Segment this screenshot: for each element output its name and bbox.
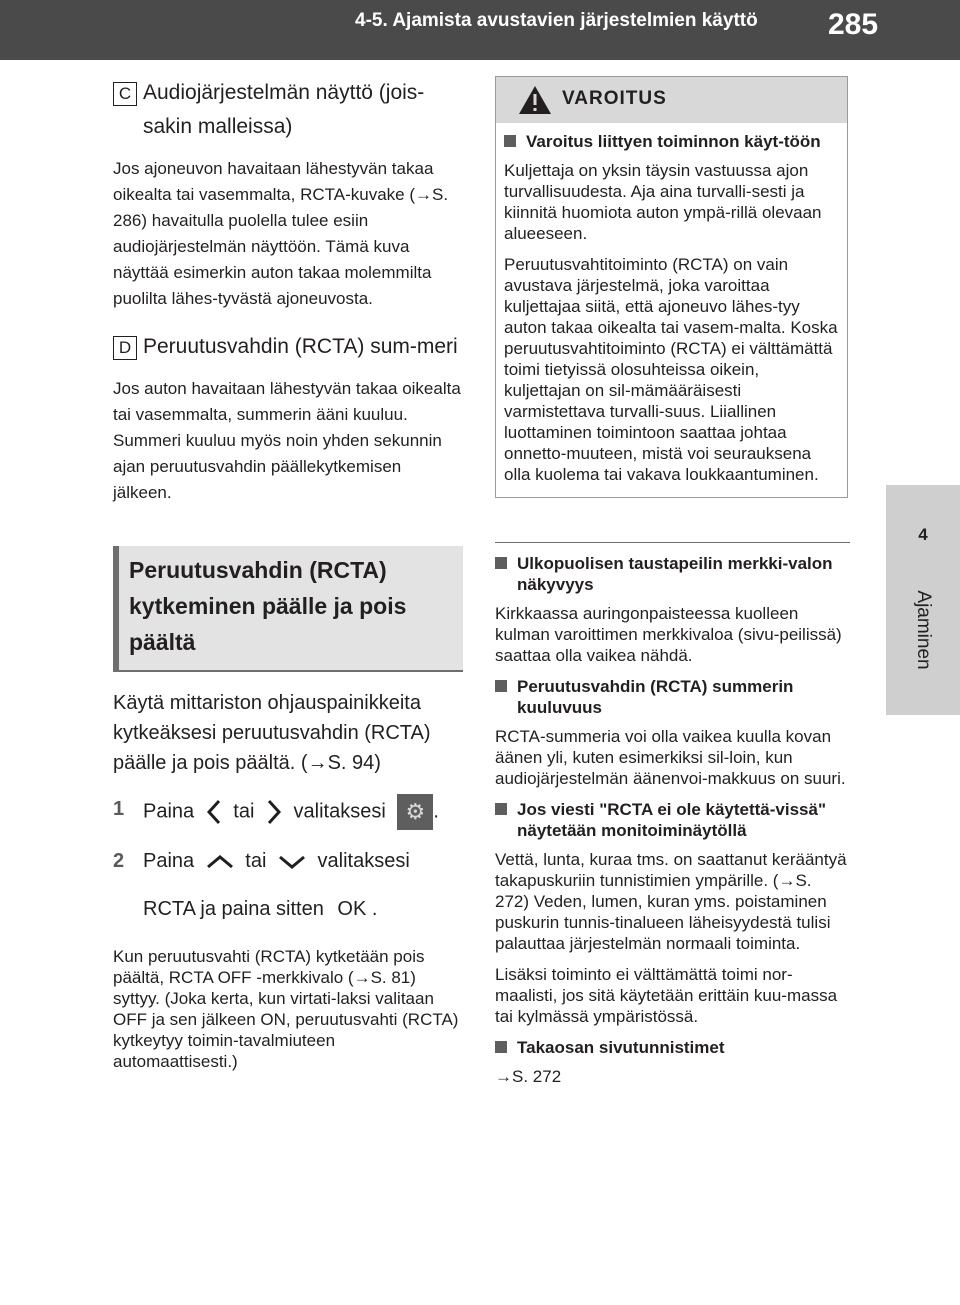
block-paragraph: Vettä, lunta, kuraa tms. on saattanut kerääntyä takapuskuriin tunnistimien ympärille. (→S. 272) Veden, lumen, kuran yms. poistaminen puskurin tunnis-tinalueen läheisyydestä tulisi palauttaa järjestelmän normaali toiminta. [495,850,847,953]
step-text: . [433,800,439,823]
section-heading: Peruutusvahdin (RCTA) kytkeminen päälle ja pois päältä [129,557,407,655]
section-title: 4-5. Ajamista avustavien järjestelmien käyttö [355,10,758,31]
step-number: 2 [113,850,125,872]
step-1 [113,794,463,830]
warning-subheading-text: Varoitus liittyen toiminnon käyt-töön [526,132,821,151]
item-c-body: Jos ajoneuvon havaitaan lähestyvän takaa oikealta tai vasemmalta, RCTA-kuvake (→S. 286) havaitulla puolella tulee esiin audiojärjestelmän näyttöön. Tämä kuva näyttää esimerkin auton takaa molemmilta puolilta lähes-tyvästä ajoneuvosta. [113,159,449,308]
ok-button-icon: OK [337,898,367,920]
block-heading [495,1037,850,1058]
square-bullet-icon [495,1041,507,1053]
left-column [113,76,463,1072]
item-c-letter: C [113,82,137,106]
chapter-tab [886,485,960,715]
page-reference: →S. 272 [495,1067,562,1086]
item-c-heading [113,76,463,144]
left-arrow-icon [206,799,222,825]
right-arrow-icon [266,799,282,825]
square-bullet-icon [495,557,507,569]
warning-body [496,123,847,497]
down-arrow-icon [278,854,306,870]
chapter-label: Ajaminen [913,590,934,670]
block-heading-text: Takaosan sivutunnistimet [517,1038,725,1057]
step-text: valitaksesi [317,850,410,872]
step-text: tai [245,850,267,872]
warning-triangle-icon [518,85,552,115]
step-text: valitaksesi [293,800,386,823]
block-paragraph: Kirkkaassa auringonpaisteessa kuolleen kulman varoittimen merkkivaloa (sivu-peilissä) saattaa olla vaikea nähdä. [495,604,842,665]
block-paragraph: RCTA-summeria voi olla vaikea kuulla kovan äänen yli, kuten esimerkiksi sil-loin, kun audiojärjestelmän äänenvoi-makkuus on suuri. [495,727,846,788]
warning-paragraph: Peruutusvahtitoiminto (RCTA) on vain avustava järjestelmä, joka varoittaa kuljettajaa siitä, että ajoneuvo lähes-tyy auton takaa oikealta tai vasem-malta. Koska peruutusvahtitoiminto (RCTA) ei välttämättä toimi tietyissä olosuhteissa oikein, kuljettajan on sil-mämääräisesti varmistettava turvalli-suus. Liiallinen luottaminen toimintoon saattaa johtaa onnetto-muuteen, mistä voi seurauksena olla kuolema tai vakava loukkaantuminen. [504,255,838,484]
warning-paragraph: Kuljettaja on yksin täysin vastuussa ajon turvallisuudesta. Aja aina turvalli-sesti ja kiinnitä huomiota auton ympä-rillä olevaan alueeseen. [504,161,822,243]
warning-title: VAROITUS [562,88,667,109]
section-intro: Käytä mittariston ohjauspainikkeita kytkeäksesi peruutusvahdin (RCTA) päälle ja pois päältä. (→S. 94) [113,692,431,774]
section-heading-bar [113,546,463,672]
warning-subheading [504,131,839,152]
item-d-title: Peruutusvahdin (RCTA) sum-meri [143,335,458,358]
square-bullet-icon [504,135,516,147]
chapter-number: 4 [918,525,928,544]
divider [495,542,850,543]
warning-header [496,77,847,123]
page-number: 285 [828,8,879,41]
warning-box [495,76,848,498]
item-d-body: Jos auton havaitaan lähestyvän takaa oikealta tai vasemmalta, summerin ääni kuuluu. Summeri kuuluu myös noin yhden sekunnin ajan peruutusvahdin päällekytkemisen jälkeen. [113,379,461,502]
step-2 [113,846,463,924]
right-column [495,76,850,1097]
item-d-heading [113,330,463,364]
step-text: Paina [143,850,195,872]
step-text: tai [233,800,255,823]
step-number: 1 [113,798,125,820]
block-heading-text: Peruutusvahdin (RCTA) summerin kuuluvuus [517,677,794,717]
square-bullet-icon [495,803,507,815]
square-bullet-icon [495,680,507,692]
step-text: RCTA ja paina sitten [143,898,324,920]
page-header [0,0,960,60]
up-arrow-icon [206,854,234,870]
rcta-off-note: Kun peruutusvahti (RCTA) kytketään pois päältä, RCTA OFF -merkkivalo (→S. 81) syttyy. (Joka kerta, kun virtati-laksi valitaan OFF ja sen jälkeen ON, peruutusvahti (RCTA) kytkeytyy toimin-tavalmiuteen automaattisesti.) [113,947,459,1071]
block-heading-text: Jos viesti "RCTA ei ole käytettä-vissä" näytetään monitoiminäytöllä [517,800,827,840]
block-heading [495,676,850,718]
block-paragraph: Lisäksi toiminto ei välttämättä toimi nor-maalisti, jos sitä käytetään erittäin kuu-massa tai kylmässä ympäristössä. [495,965,838,1026]
block-heading-text: Ulkopuolisen taustapeilin merkki-valon näkyvyys [517,554,833,594]
item-d-letter: D [113,336,137,360]
step-text: Paina [143,800,195,823]
block-heading [495,553,850,595]
block-heading [495,799,850,841]
step-text: . [371,898,378,920]
settings-gear-icon: ⚙ [397,794,433,830]
item-c-title: Audiojärjestelmän näyttö (jois-sakin malleissa) [143,81,425,138]
